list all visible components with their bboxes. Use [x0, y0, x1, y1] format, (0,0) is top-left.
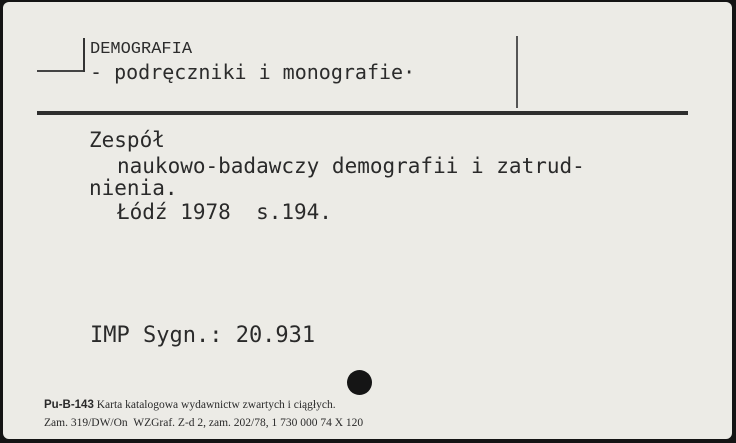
- publication-line: Łódź 1978 s.194.: [117, 200, 332, 224]
- header-divider-right: [516, 36, 518, 108]
- imprint-text-1: Karta katalogowa wydawnictw zwartych i ciągłych.: [96, 399, 336, 411]
- catalog-card: [3, 2, 732, 439]
- imprint-line-2: Zam. 319/DW/On WZGraf. Z-d 2, zam. 202/78, 1 730 000 74 X 120: [44, 417, 364, 429]
- author-line: Zespół: [89, 128, 165, 152]
- title-line-2: nienia.: [89, 176, 178, 200]
- subject-subheading: - podręczniki i monografie·: [90, 60, 416, 84]
- call-number: IMP Sygn.: 20.931: [90, 323, 316, 348]
- subject-heading: DEMOGRAFIA: [90, 40, 193, 59]
- header-rule: [37, 111, 688, 115]
- header-divider-left: [83, 38, 85, 72]
- imprint-line-1: [44, 399, 336, 411]
- punch-hole: [347, 370, 372, 395]
- imprint-code: Pu-B-143: [44, 399, 94, 411]
- title-line-1: naukowo-badawczy demografii i zatrud-: [117, 154, 585, 178]
- header-tick-line: [37, 70, 83, 72]
